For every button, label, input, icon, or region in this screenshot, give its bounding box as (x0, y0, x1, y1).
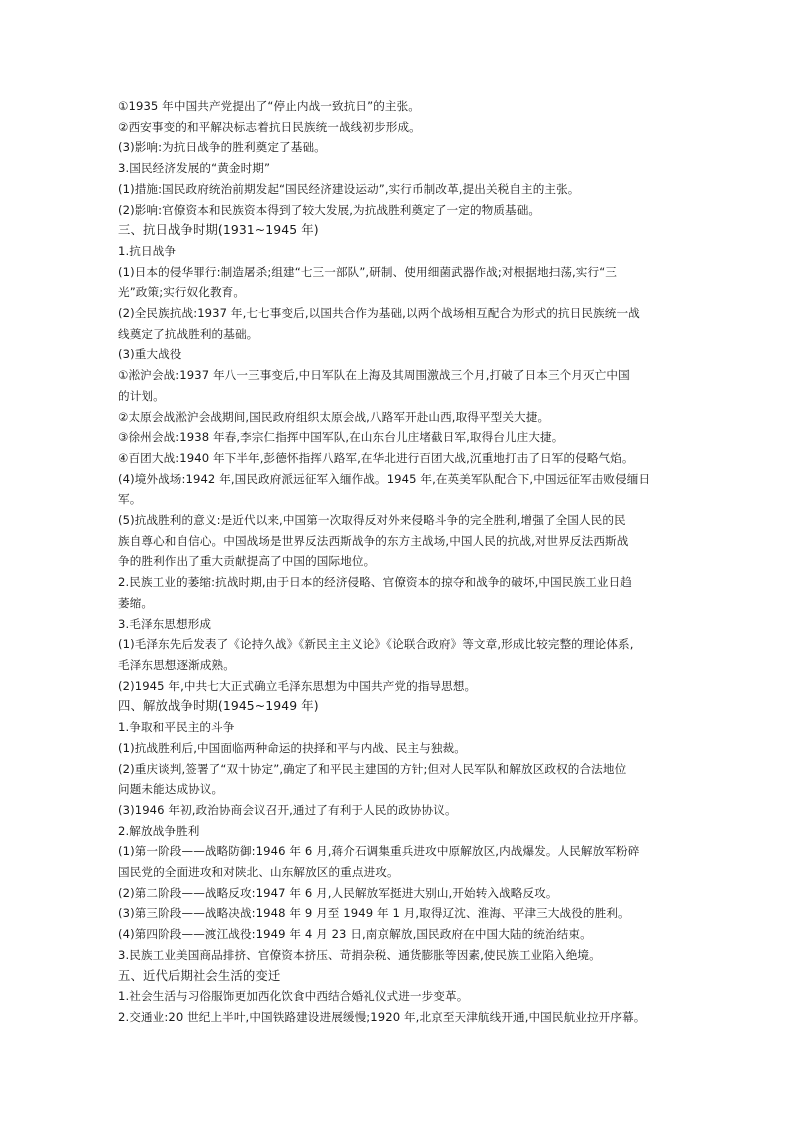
text-line: 的计划。 (118, 388, 165, 403)
text-line: 3.民族工业美国商品排挤、官僚资本挤压、苛捐杂税、通货膨胀等因素,使民族工业陷入绝境。 (118, 947, 601, 962)
text-line: (3)重大战役 (118, 347, 182, 362)
text-line: (5)抗战胜利的意义:是近代以来,中国第一次取得反对外来侵略斗争的完全胜利,增强了全国人民的民 (118, 513, 626, 528)
text-line: 军。 (118, 492, 142, 507)
text-line: ④百团大战:1940 年下半年,彭德怀指挥八路军,在华北进行百团大战,沉重地打击了日军的侵略气焰。 (118, 450, 634, 465)
text-line: 族自尊心和自信心。中国战场是世界反法西斯战争的东方主战场,中国人民的抗战,对世界反法西斯战 (118, 533, 629, 548)
subsection-heading: 3.国民经济发展的“黄金时期” (118, 161, 271, 176)
text-line: (2)全民族抗战:1937 年,七七事变后,以国共合作为基础,以两个战场相互配合为形式的抗日民族统一战 (118, 306, 640, 321)
document-page (118, 96, 680, 1028)
text-line: 线奠定了抗战胜利的基础。 (118, 326, 259, 341)
text-line: ①淞沪会战:1937 年八一三事变后,中日军队在上海及其周围激战三个月,打破了日本三个月灭亡中国 (118, 368, 630, 383)
text-line: (2)1945 年,中共七大正式确立毛泽东思想为中国共产党的指导思想。 (118, 678, 477, 693)
text-line: (3)第三阶段——战略决战:1948 年 9 月至 1949 年 1 月,取得辽沈、淮海、平津三大战役的胜利。 (118, 906, 630, 921)
subsection-heading: 1.抗日战争 (118, 243, 177, 258)
text-line: (3)影响:为抗日战争的胜利奠定了基础。 (118, 140, 326, 155)
subsection-heading: 1.争取和平民主的斗争 (118, 720, 235, 735)
section-heading: 四、解放战争时期(1945~1949 年) (118, 698, 319, 714)
subsection-heading: 2.解放战争胜利 (118, 823, 200, 838)
text-line: ①1935 年中国共产党提出了“停止内战一致抗日”的主张。 (118, 99, 420, 113)
text-line: 国民党的全面进攻和对陕北、山东解放区的重点进攻。 (118, 865, 399, 880)
text-line: ②太原会战淞沪会战期间,国民政府组织太原会战,八路军开赴山西,取得平型关大捷。 (118, 409, 550, 424)
text-line: (1)毛泽东先后发表了《论持久战》《新民主主义论》《论联合政府》等文章,形成比较完整的理论体系, (118, 637, 634, 652)
text-line: (4)第四阶段——渡江战役:1949 年 4 月 23 日,南京解放,国民政府在中国大陆的统治结束。 (118, 927, 592, 942)
text-line: 光”政策;实行奴化教育。 (118, 285, 246, 300)
section-heading: 三、抗日战争时期(1931~1945 年) (118, 222, 319, 238)
text-line: (4)境外战场:1942 年,国民政府派远征军入缅作战。1945 年,在英美军队配合下,中国远征军击败侵缅日 (118, 471, 651, 486)
text-line: 2.交通业:20 世纪上半叶,中国铁路建设进展缓慢;1920 年,北京至天津航线开通,中国民航业拉开序幕。 (118, 1009, 646, 1024)
text-line: (1)日本的侵华罪行:制造屠杀;组建“七三一部队”,研制、使用细菌武器作战;对根据地扫荡,实行“三 (118, 264, 617, 279)
text-line: (1)措施:国民政府统治前期发起“国民经济建设运动”,实行币制改革,提出关税自主的主张。 (118, 181, 580, 196)
section-heading: 五、近代后期社会生活的变迁 (118, 967, 281, 983)
text-line: (3)1946 年初,政治协商会议召开,通过了有利于人民的政协协议。 (118, 802, 457, 817)
text-line: (2)第二阶段——战略反攻:1947 年 6 月,人民解放军挺进大别山,开始转入战略反攻。 (118, 885, 558, 900)
text-line: ②西安事变的和平解决标志着抗日民族统一战线初步形成。 (118, 119, 421, 134)
text-line: 2.民族工业的萎缩:抗战时期,由于日本的经济侵略、官僚资本的掠夺和战争的破坏,中国民族工业日趋 (118, 575, 632, 590)
text-line: 萎缩。 (118, 595, 154, 610)
text-line: ③徐州会战:1938 年春,李宗仁指挥中国军队,在山东台儿庄堵截日军,取得台儿庄大捷。 (118, 430, 564, 445)
text-line: 毛泽东思想逐渐成熟。 (118, 657, 235, 672)
text-line: (1)第一阶段——战略防御:1946 年 6 月,蒋介石调集重兵进攻中原解放区,内战爆发。人民解放军粉碎 (118, 844, 640, 859)
text-line: (1)抗战胜利后,中国面临两种命运的抉择和平与内战、民主与独裁。 (118, 740, 466, 755)
text-line: 1.社会生活与习俗服饰更加西化饮食中西结合婚礼仪式进一步变革。 (118, 989, 469, 1004)
text-line: 争的胜利作出了重大贡献提高了中国的国际地位。 (118, 554, 376, 569)
text-line: 问题未能达成协议。 (118, 782, 224, 797)
text-line: (2)重庆谈判,签署了“双十协定”,确定了和平民主建国的方针;但对人民军队和解放区政权的合法地位 (118, 761, 627, 776)
subsection-heading: 3.毛泽东思想形成 (118, 616, 212, 631)
text-line: (2)影响:官僚资本和民族资本得到了较大发展,为抗战胜利奠定了一定的物质基础。 (118, 202, 541, 217)
